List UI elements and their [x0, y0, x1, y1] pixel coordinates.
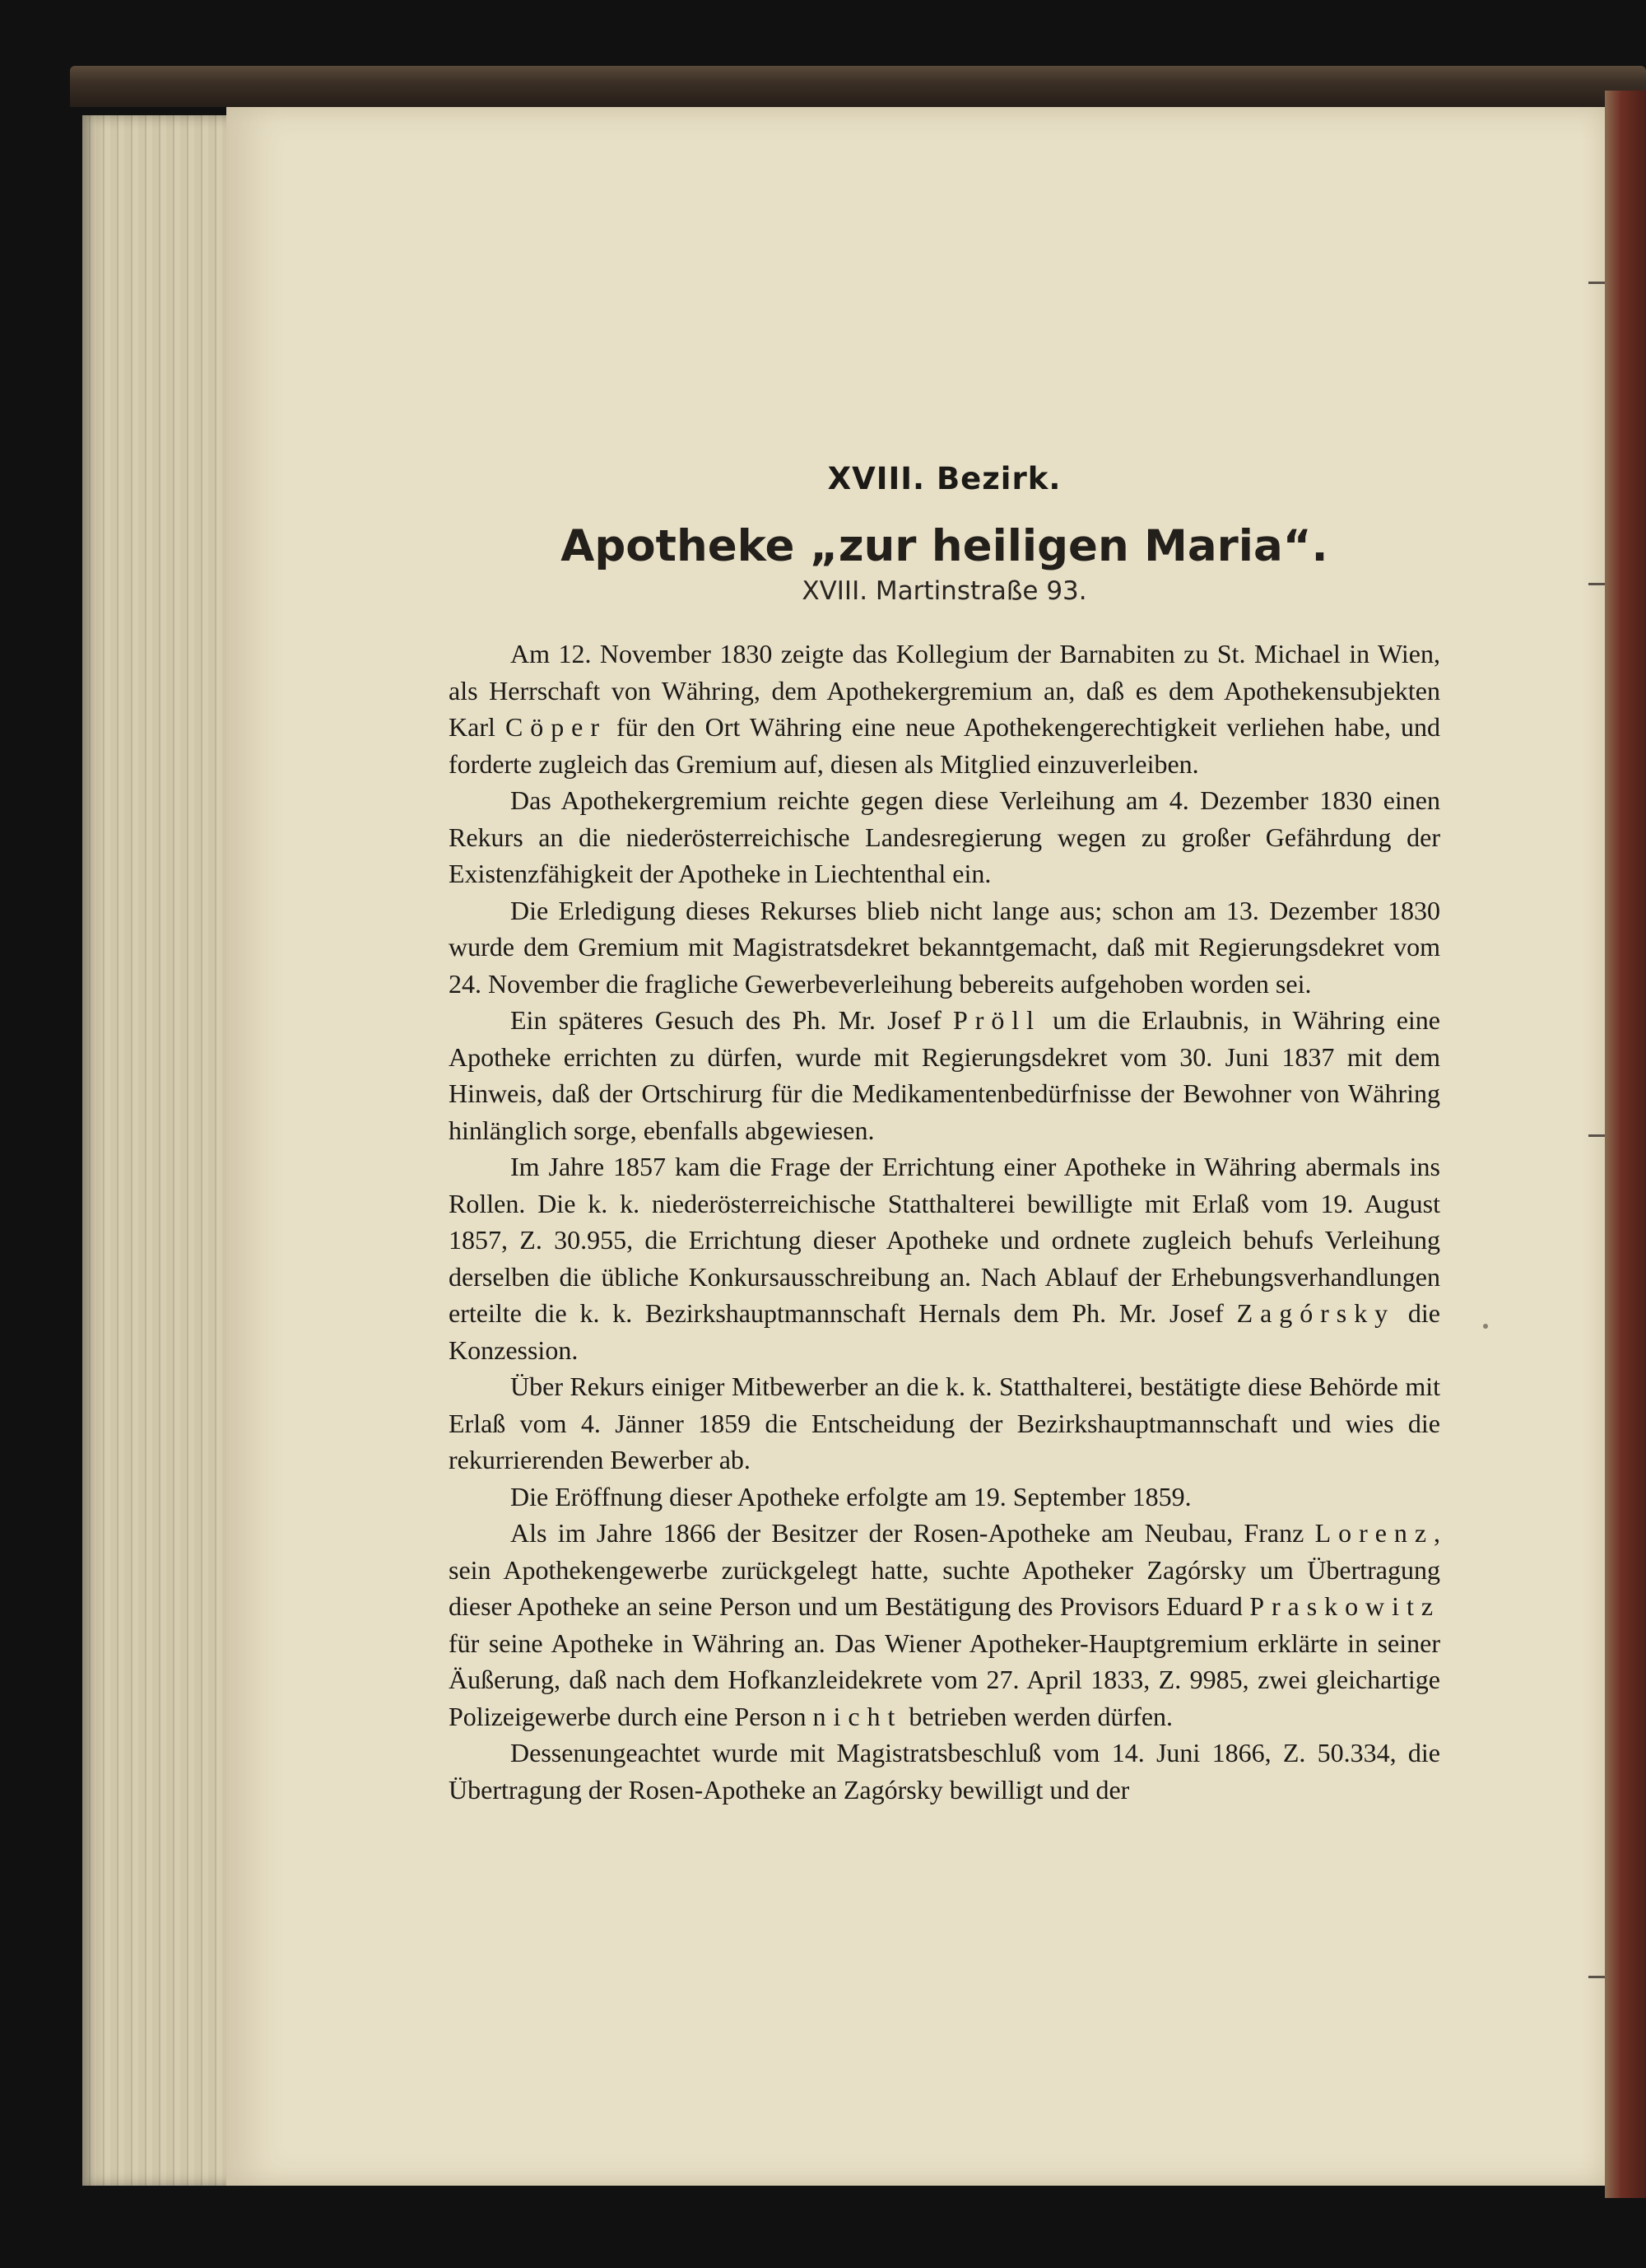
spaced-emphasis: nicht	[812, 1701, 903, 1731]
paragraph: Dessenungeachtet wurde mit Magistratsbeschluß vom 14. Juni 1866, Z. 50.334, die Übertragung der Rosen-Apotheke an Zagórsky bewilligt und der	[449, 1738, 1440, 1805]
district-heading: XVIII. Bezirk.	[827, 461, 1062, 496]
paragraph: Das Apothekergremium reichte gegen diese Verleihung am 4. Dezember 1830 einen Rekurs an die niederösterreichische Landesregierung wegen zu großer Gefährdung der Existenzfähigkeit der Apotheke in Liechtenthal ein.	[449, 785, 1440, 888]
book-cover-right-edge	[1605, 91, 1646, 2198]
paragraph: Am 12. November 1830 zeigte das Kollegium der Barnabiten zu St. Michael in Wien, als Herrschaft von Währing, dem Apothekergremium an, daß es dem Apothekensubjekten Karl Cöper für den Ort Währing eine neue Apothekengerechtigkeit verliehen habe, und forderte zugleich das Gremium auf, diesen als Mitglied einzuverleiben.	[449, 639, 1441, 779]
pharmacy-address: XVIII. Martinstraße 93.	[802, 576, 1087, 606]
spaced-name: Praskowitz	[1249, 1591, 1440, 1621]
paragraph: Im Jahre 1857 kam die Frage der Errichtung einer Apotheke in Währing abermals ins Rollen. Die k. k. niederösterreichische Statthalterei bewilligte mit Erlaß vom 19. August 1857, Z. 30.955, die Errichtung dieser Apotheke und ordnete zugleich behufs Verleihung derselben die übliche Konkursausschreibung an. Nach Ablauf der Erhebungsverhandlungen erteilte die k. k. Bezirkshauptmannschaft Hernals dem Ph. Mr. Josef Zagórsky die Konzession.	[449, 1152, 1441, 1365]
margin-tick-mark	[1588, 282, 1605, 284]
spaced-name: Pröll	[952, 1005, 1042, 1035]
paragraph: Über Rekurs einiger Mitbewerber an die k. k. Statthalterei, bestätigte diese Behörde mit Erlaß vom 4. Jänner 1859 die Entscheidung der Bezirkshauptmannschaft und wies die rekurrierenden Bewerber ab.	[449, 1372, 1440, 1474]
margin-tick-mark	[1588, 1134, 1605, 1137]
paragraph: Die Erledigung dieses Rekurses blieb nicht lange aus; schon am 13. Dezember 1830 wurde dem Gremium mit Magistratsdekret bekanntgemacht, daß mit Regierungsdekret vom 24. November die fragliche Gewerbeverleihung bebereits aufgehoben worden sei.	[449, 895, 1440, 999]
paragraph: Als im Jahre 1866 der Besitzer der Rosen-Apotheke am Neubau, Franz Lorenz, sein Apothekengewerbe zurückgelegt hatte, suchte Apotheker Zagórsky um Übertragung dieser Apotheke an seine Person und um Bestätigung des Provisors Eduard Praskowitz für seine Apotheke in Währing an. Das Wiener Apotheker-Hauptgremium erklärte in seiner Äußerung, daß nach dem Hofkanzleidekrete vom 27. April 1833, Z. 9985, zwei gleichartige Polizeigewerbe durch eine Person nicht betrieben werden dürfen.	[449, 1518, 1440, 1731]
paragraph: Die Eröffnung dieser Apotheke erfolgte am 19. September 1859.	[510, 1481, 1192, 1511]
margin-tick-mark	[1588, 583, 1605, 585]
page-content	[449, 461, 1440, 1808]
paragraph: Ein späteres Gesuch des Ph. Mr. Josef Pröll um die Erlaubnis, in Währing eine Apotheke errichten zu dürfen, wurde mit Regierungsdekret vom 30. Juni 1837 mit dem Hinweis, daß der Ortschirurg für die Medikamentenbedürfnisse der Bewohner von Währing hinlänglich sorge, ebenfalls abgewiesen.	[449, 1005, 1441, 1145]
book-cover-top-edge	[70, 66, 1646, 107]
spaced-name: Zagórsky	[1236, 1298, 1396, 1328]
spaced-name: Cöper	[504, 712, 607, 742]
pharmacy-title: Apotheke „zur heiligen Maria“.	[560, 521, 1328, 571]
spaced-name: Lorenz	[1314, 1518, 1434, 1548]
page-speck	[1483, 1324, 1488, 1329]
margin-tick-mark	[1588, 1976, 1605, 1978]
page-stack-edges	[82, 115, 230, 2186]
